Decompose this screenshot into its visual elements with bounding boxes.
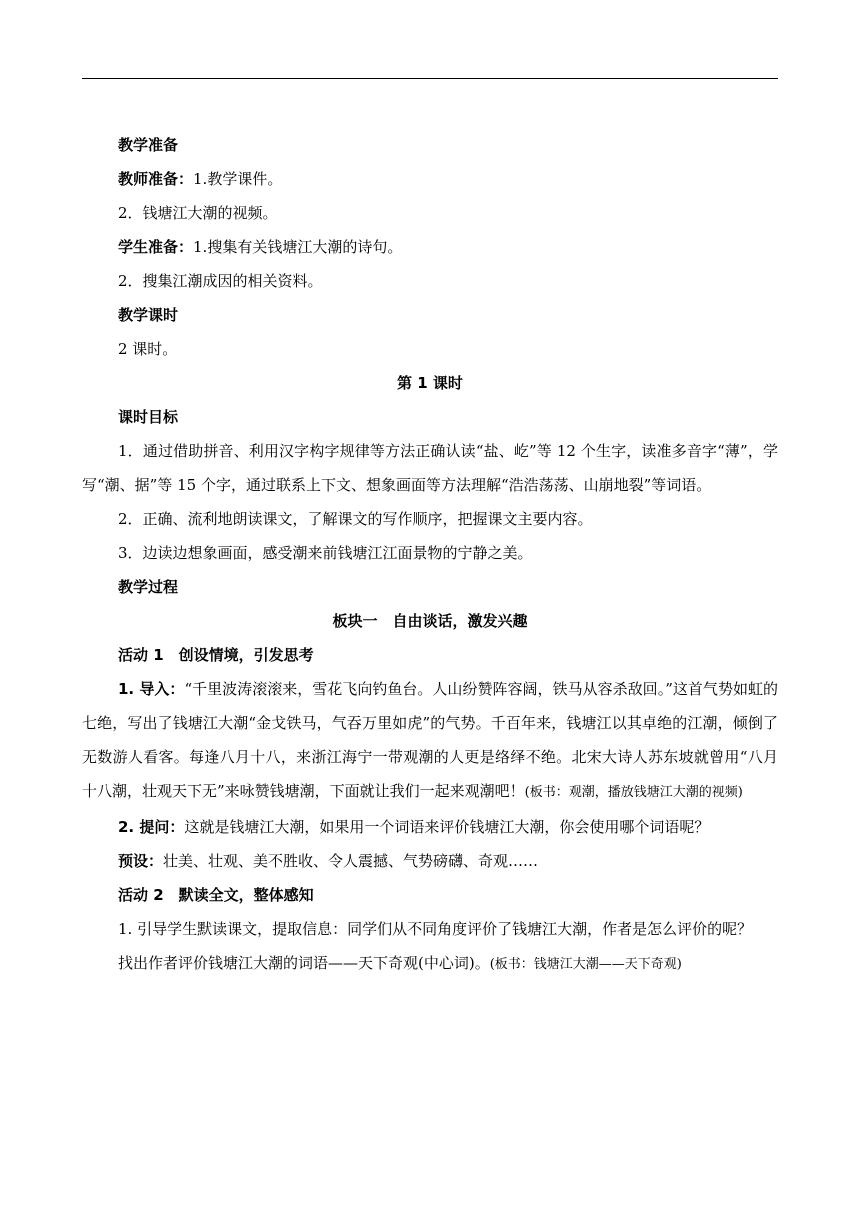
teacher-prep-item-1: 1.教学课件。 — [193, 170, 283, 188]
teacher-prep-item-2: 2．钱塘江大潮的视频。 — [118, 204, 278, 222]
heading-teaching-process: 教学过程 — [118, 578, 179, 596]
student-prep-item-2: 2．搜集江潮成因的相关资料。 — [118, 272, 323, 290]
teaching-hours-text: 2 课时。 — [118, 340, 178, 358]
header-rule — [82, 78, 778, 79]
preset-line — [118, 844, 778, 878]
heading-teaching-hours: 教学课时 — [118, 306, 179, 324]
goal-2: 2．正确、流利地朗读课文，了解课文的写作顺序，把握课文主要内容。 — [118, 510, 593, 528]
preset-label: 预设： — [118, 852, 164, 870]
heading-teaching-prep: 教学准备 — [118, 136, 179, 154]
find-board-note: (板书：钱塘江大潮——天下奇观) — [489, 957, 682, 972]
teacher-prep-label: 教师准备： — [118, 170, 194, 188]
question-label: 2. 提问： — [118, 818, 185, 836]
block-title: 板块一 自由谈话，激发兴趣 — [332, 612, 528, 630]
lesson-title: 第 1 课时 — [397, 374, 463, 392]
goal-1: 1．通过借助拼音、利用汉字构字规律等方法正确认读“盐、屹”等 12 个生字，读准多音字“薄”，学写“潮、据”等 15 个字，通过联系上下文、想象画面等方法理解“浩浩荡荡、山崩地裂”等词语。 — [82, 442, 778, 494]
intro-label: 1. 导入： — [118, 680, 185, 698]
heading-lesson-goals: 课时目标 — [118, 408, 179, 426]
intro-text: “千里波涛滚滚来，雪花飞向钓鱼台。人山纷赞阵容阔，铁马从容杀敌回。”这首气势如虹的七绝，写出了钱塘江大潮“金戈铁马，气吞万里如虎”的气势。千百年来，钱塘江以其卓绝的江潮，倾倒了无数游人看客。每逢八月十八，来浙江海宁一带观潮的人更是络绎不绝。北宋大诗人苏东坡就曾用“八月十八潮，壮观天下无”来咏赞钱塘潮，下面就让我们一起来观潮吧！ — [82, 680, 779, 800]
intro-paragraph — [82, 672, 778, 810]
student-prep-label: 学生准备： — [118, 238, 194, 256]
document-body — [82, 128, 779, 982]
question-paragraph — [82, 810, 778, 844]
preset-text: 壮美、壮观、美不胜收、令人震撼、气势磅礴、奇观…… — [163, 852, 539, 870]
question-text: 这就是钱塘江大潮，如果用一个词语来评价钱塘江大潮，你会使用哪个词语呢？ — [184, 818, 710, 836]
activity-1-title: 活动 1 创设情境，引发思考 — [118, 646, 314, 664]
teacher-prep-line — [118, 162, 778, 196]
intro-board-note: (板书：观潮，播放钱塘江大潮的视频) — [524, 785, 743, 800]
find-paragraph — [82, 946, 778, 982]
guide-paragraph: 1. 引导学生默读课文，提取信息：同学们从不同角度评价了钱塘江大潮，作者是怎么评价的呢？ — [118, 920, 753, 938]
goal-3: 3．边读边想象画面，感受潮来前钱塘江江面景物的宁静之美。 — [118, 544, 533, 562]
student-prep-line — [118, 230, 778, 264]
find-text: 找出作者评价钱塘江大潮的词语——天下奇观(中心词)。 — [118, 954, 490, 972]
student-prep-item-1: 1.搜集有关钱塘江大潮的诗句。 — [193, 238, 403, 256]
activity-2-title: 活动 2 默读全文，整体感知 — [118, 886, 314, 904]
